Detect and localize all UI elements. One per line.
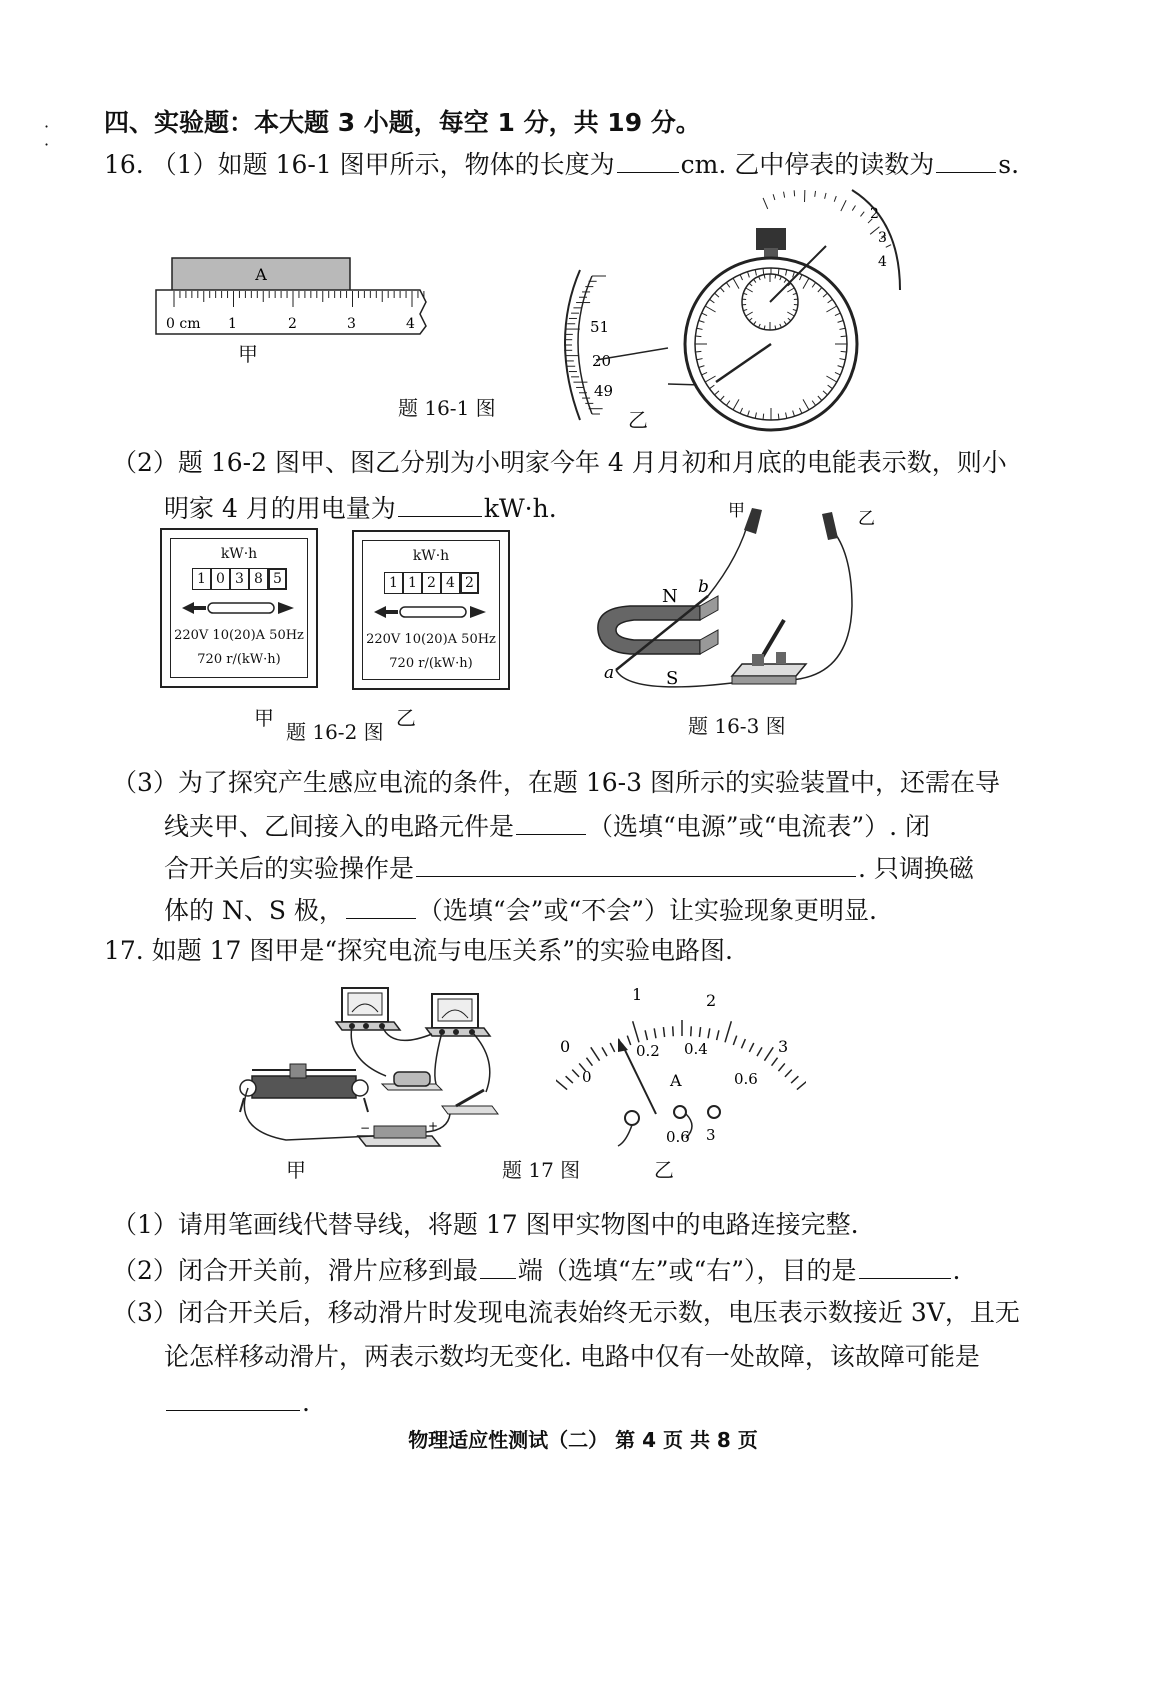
scale-tick — [699, 1027, 700, 1037]
q17-p2-text-a: （2）闭合开关前，滑片应移到最 — [112, 1256, 478, 1285]
meter-jia — [160, 528, 318, 688]
section-title: 四、实验题：本大题 3 小题，每空 1 分，共 19 分。 — [104, 108, 701, 137]
scale-tick — [763, 414, 764, 420]
q17-blank-purpose[interactable] — [859, 1252, 951, 1279]
fig17-label-yi: 乙 — [654, 1158, 674, 1182]
small-dial-magnified-arc — [852, 190, 900, 290]
scale-tick — [717, 1030, 719, 1040]
meter-jia-digit-decimal: 5 — [268, 568, 287, 590]
scale-tick — [602, 1047, 607, 1056]
scale-tick — [860, 212, 864, 217]
scale-tick — [708, 1028, 710, 1038]
q16-p3-text-e: 体的 N、S 极， — [164, 896, 344, 925]
scale-tick — [778, 1063, 784, 1071]
meter-yi-digit: 2 — [422, 572, 441, 594]
q16-blank-energy[interactable] — [398, 490, 482, 517]
voltmeter-device — [336, 988, 400, 1030]
meter-jia-digits — [192, 568, 287, 590]
q16-p2-text-a: 明家 4 月的用电量为 — [164, 494, 396, 523]
small-mag-mark-2: 2 — [870, 206, 879, 222]
terminal-minus — [625, 1111, 639, 1125]
circuit-switch — [442, 1090, 498, 1114]
ammeter-inner-04: 0.4 — [684, 1040, 708, 1058]
meter-yi-spec2: 720 r/(kW·h) — [389, 656, 473, 671]
ammeter-device — [426, 994, 490, 1036]
terminal-3 — [708, 1106, 720, 1118]
scale-tick — [841, 351, 847, 352]
q16-p1-text-b: cm. 乙中停表的读数为 — [680, 150, 935, 179]
q17-part2 — [112, 1252, 961, 1288]
meter-yi-digit: 4 — [441, 572, 460, 594]
scale-tick — [695, 336, 701, 337]
meter-jia-digit: 3 — [230, 568, 249, 590]
q16-part2-line1: （2）题 16-2 图甲、图乙分别为小明家今年 4 月月初和月底的电能表示数，则小 — [112, 448, 1007, 477]
wire-a-to-switch — [616, 670, 750, 687]
fig2-label-jia: 甲 — [254, 706, 274, 730]
scale-tick — [825, 193, 826, 199]
scale-tick — [627, 1036, 630, 1045]
ruler-tick-label-0: 0 cm — [166, 316, 201, 332]
scale-tick — [834, 196, 836, 202]
q17-p2-text-c: . — [952, 1256, 961, 1285]
scale-tick — [778, 268, 779, 274]
q16-p3-text-f: （选填“会”或“不会”）让实验现象更明显. — [417, 896, 877, 925]
ammeter-top-2: 2 — [706, 991, 717, 1010]
scale-tick — [654, 1028, 656, 1038]
fig17-caption: 题 17 图 — [502, 1158, 581, 1182]
q16-part3-line3 — [164, 850, 974, 886]
meter-jia-spec2: 720 r/(kW·h) — [197, 652, 281, 667]
circuit-figure — [236, 980, 506, 1160]
scale-tick — [663, 1027, 664, 1037]
scale-tick — [784, 192, 785, 198]
ammeter-unit: A — [670, 1071, 682, 1090]
wire-switch-to-yi — [790, 532, 852, 680]
clip-yi-label: 乙 — [858, 509, 875, 529]
scale-tick — [733, 1036, 736, 1045]
switch-base — [732, 664, 806, 676]
scale-tick — [763, 268, 764, 274]
ruler-tick-label-3: 3 — [347, 316, 356, 332]
q17-part3-line3 — [164, 1384, 310, 1420]
svg-text:−: − — [360, 1121, 371, 1135]
q16-p1-text-a: 16. （1）如题 16-1 图甲所示，物体的长度为 — [104, 150, 615, 179]
meter-jia-digit: 0 — [211, 568, 230, 590]
ammeter-top-3: 3 — [778, 1037, 789, 1056]
meter-jia-digit: 1 — [192, 568, 211, 590]
ammeter-top-1: 1 — [632, 986, 643, 1004]
q16-p3-text-d: . 只调换磁 — [858, 854, 974, 883]
fig2-caption: 题 16-2 图 — [286, 720, 384, 744]
q16-p2-text-b: kW·h. — [483, 494, 557, 523]
q17-p3-end: . — [302, 1388, 310, 1417]
q16-p3-text-a: 线夹甲、乙间接入的电路元件是 — [164, 812, 515, 841]
scale-tick — [610, 1043, 614, 1052]
meter-jia-disk-arrow — [182, 598, 300, 618]
meter-yi-digit-decimal: 2 — [460, 572, 479, 594]
q16-blank-effect[interactable] — [346, 892, 416, 919]
meter-jia-spec1: 220V 10(20)A 50Hz — [174, 628, 304, 643]
clip-jia — [744, 508, 762, 534]
q16-part3-line4 — [164, 892, 877, 928]
scale-tick — [763, 198, 768, 209]
page-footer: 物理适应性测试（二） 第 4 页 共 8 页 — [408, 1428, 758, 1452]
q17-intro: 17. 如题 17 图甲是“探究电流与电压关系”的实验电路图. — [104, 936, 733, 965]
mag-mark-20: 20 — [592, 352, 612, 370]
conductor-b-label: b — [698, 577, 709, 597]
scale-tick — [841, 200, 846, 211]
q17-part3-line2: 论怎样移动滑片，两表示数均无变化. 电路中仅有一处故障，该故障可能是 — [164, 1342, 980, 1371]
meter-yi — [352, 530, 510, 690]
scale-tick — [757, 1047, 762, 1056]
terminal-label-3: 3 — [706, 1126, 716, 1144]
scale-tick — [741, 1039, 745, 1048]
margin-dots: · · — [44, 117, 50, 154]
terminal-06 — [674, 1106, 686, 1118]
wire-to-jia — [708, 516, 750, 596]
scale-tick — [791, 1076, 798, 1083]
ammeter-inner-0: 0 — [582, 1068, 592, 1086]
q16-blank-stopwatch[interactable] — [936, 146, 996, 173]
scale-tick — [778, 414, 779, 420]
meter-yi-digit: 1 — [403, 572, 422, 594]
q16-p3-text-b: （选填“电源”或“电流表”）. 闭 — [588, 812, 931, 841]
q17-part3-line1: （3）闭合开关后，移动滑片时发现电流表始终无示数，电压表示数接近 3V，且无 — [112, 1298, 1020, 1327]
ammeter-zero-top: 0 — [560, 1037, 571, 1056]
fig3-caption: 题 16-3 图 — [688, 714, 786, 738]
scale-tick — [586, 1058, 592, 1066]
fig1-caption: 题 16-1 图 — [398, 396, 496, 420]
fig17-label-jia: 甲 — [286, 1158, 306, 1182]
meter-jia-unit: kW·h — [220, 546, 258, 562]
rheostat — [240, 1064, 368, 1112]
ruler-tick-label-4: 4 — [406, 316, 415, 332]
meter-yi-disk-arrow — [374, 602, 492, 622]
scale-tick — [673, 1026, 674, 1036]
scale-tick — [695, 351, 701, 352]
q16-part3-line1: （3）为了探究产生感应电流的条件，在题 16-3 图所示的实验装置中，还需在导 — [112, 768, 1000, 797]
mag-mark-49: 49 — [594, 382, 614, 400]
block-a-label: A — [255, 265, 267, 284]
scale-tick — [815, 191, 816, 197]
q16-p1-text-c: s. — [998, 150, 1020, 179]
magnet-n-label: N — [662, 586, 678, 607]
svg-text:+: + — [428, 1119, 439, 1133]
q16-part3-line2 — [164, 808, 930, 844]
meter-yi-unit: kW·h — [412, 548, 450, 564]
q17-blank-fault[interactable] — [166, 1384, 300, 1411]
fig2-label-yi: 乙 — [396, 706, 416, 730]
ammeter-dial-figure — [556, 986, 806, 1156]
ruler-tick-label-2: 2 — [288, 316, 297, 332]
q16-p3-text-c: 合开关后的实验操作是 — [164, 854, 415, 883]
stopwatch-crown — [756, 228, 786, 250]
q16-part2-line2 — [164, 490, 557, 526]
small-mag-mark-3: 3 — [878, 230, 887, 246]
clip-yi — [822, 512, 838, 540]
mag-mark-51: 51 — [590, 318, 610, 336]
scale-tick — [691, 1026, 692, 1036]
fig1-label-jia: 甲 — [238, 342, 258, 366]
fig1-label-yi: 乙 — [628, 408, 648, 432]
meter-yi-spec1: 220V 10(20)A 50Hz — [366, 632, 496, 647]
q17-blank-end[interactable] — [480, 1252, 516, 1279]
scale-tick — [556, 1075, 567, 1089]
scale-tick — [725, 1021, 731, 1042]
q17-part1: （1）请用笔画线代替导线，将题 17 图甲实物图中的电路连接完整. — [112, 1210, 859, 1239]
ammeter-inner-02: 0.2 — [636, 1042, 660, 1060]
terminal-label-06: 0.6 — [666, 1128, 690, 1146]
induction-setup-figure — [590, 496, 930, 706]
scale-tick — [797, 1075, 806, 1089]
ruler-tick-label-1: 1 — [228, 316, 237, 332]
scale-tick — [764, 1047, 773, 1060]
clip-jia-label: 甲 — [728, 501, 745, 521]
scale-tick — [633, 1021, 639, 1042]
meter-jia-digit: 8 — [249, 568, 268, 590]
q17-p2-text-b: 端（选填“左”或“右”），目的是 — [517, 1256, 857, 1285]
scale-tick — [566, 1076, 573, 1083]
scale-tick — [785, 1070, 792, 1077]
q16-blank-component[interactable] — [516, 808, 586, 835]
conductor-a-label: a — [604, 663, 615, 683]
scale-tick — [645, 1030, 647, 1040]
scale-tick — [749, 1043, 753, 1052]
small-mag-mark-4: 4 — [878, 254, 887, 270]
meter-yi-digit: 1 — [384, 572, 403, 594]
scale-tick — [591, 1047, 600, 1060]
ammeter-inner-06: 0.6 — [734, 1070, 758, 1088]
ruler-figure — [150, 250, 440, 370]
q16-blank-operation[interactable] — [416, 850, 856, 877]
meter-yi-digits — [384, 572, 479, 594]
scale-tick — [572, 1070, 579, 1077]
scale-tick — [841, 336, 847, 337]
fixed-resistor — [382, 1072, 442, 1090]
scale-tick — [773, 194, 775, 200]
q16-blank-length[interactable] — [617, 146, 679, 173]
scale-tick — [772, 1058, 778, 1066]
magnet-s-label: S — [666, 668, 679, 689]
stopwatch-figure — [540, 170, 920, 440]
scale-tick — [852, 206, 855, 211]
